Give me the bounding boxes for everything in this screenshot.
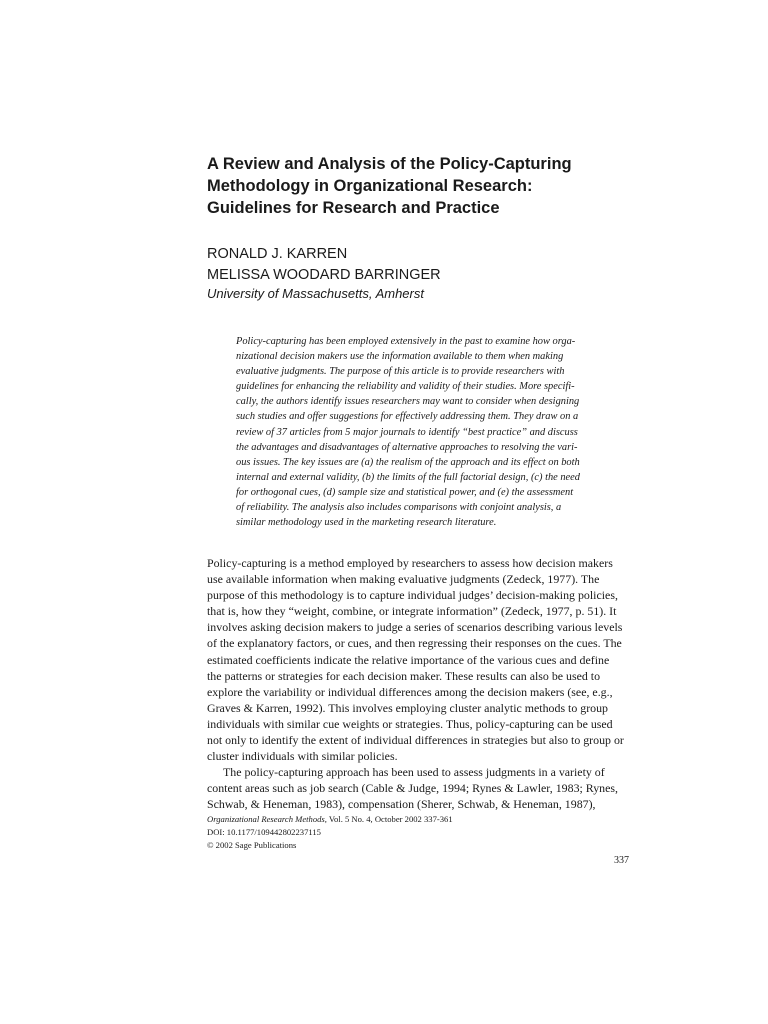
body-line: the patterns or strategies for each decision maker. These results can also be used to: [207, 668, 601, 683]
body-line: Policy-capturing is a method employed by researchers to assess how decision makers: [207, 556, 613, 570]
body-line: Schwab, & Heneman, 1983), compensation (Sherer, Schwab, & Heneman, 1987),: [207, 797, 596, 812]
body-line: individuals with similar cue weights or strategies. Thus, policy-capturing can be used: [207, 716, 613, 731]
article-title: [207, 153, 627, 219]
body-line: estimated coefficients indicate the relative importance of the various cues and define: [207, 652, 610, 667]
journal-name: Organizational Research Methods: [207, 814, 325, 824]
abstract-line: review of 37 articles from 5 major journals to identify “best practice” and discuss: [236, 426, 578, 438]
author-name: MELISSA WOODARD BARRINGER: [207, 267, 441, 283]
abstract-line: guidelines for enhancing the reliability and validity of their studies. More specifi-: [236, 381, 575, 393]
title-line: Methodology in Organizational Research:: [207, 177, 533, 195]
author-affiliation: University of Massachusetts, Amherst: [207, 286, 424, 301]
body-line: involves asking decision makers to judge a series of scenarios describing various levels: [207, 620, 623, 635]
abstract-line: cally, the authors identify issues researchers may want to consider when designing: [236, 396, 580, 408]
author-name: RONALD J. KARREN: [207, 246, 348, 262]
title-line: Guidelines for Research and Practice: [207, 199, 500, 217]
body-line: The policy-capturing approach has been used to assess judgments in a variety of: [223, 765, 605, 780]
body-line: content areas such as job search (Cable & Judge, 1994; Rynes & Lawler, 1983; Rynes,: [207, 781, 619, 796]
body-line: use available information when making evaluative judgments (Zedeck, 1977). The: [207, 572, 600, 587]
body-line: explore the variability or individual differences among the decision makers (see, e.g.,: [207, 684, 613, 699]
copyright-line: © 2002 Sage Publications: [207, 840, 297, 850]
body-line: Graves & Karren, 1992). This involves employing cluster analytic methods to group: [207, 700, 609, 715]
body-line: cluster individuals with similar policies.: [207, 749, 398, 764]
abstract-line: of reliability. The analysis also includes comparisons with conjoint analysis, a: [236, 502, 562, 514]
journal-citation: [207, 813, 453, 826]
body-line: not only to identify the extent of individual differences in strategies but also to group or: [207, 733, 624, 748]
body-line: purpose of this methodology is to capture individual judges’ decision-making policies,: [207, 588, 618, 603]
citation-details: , Vol. 5 No. 4, October 2002 337-361: [324, 814, 453, 824]
title-line: A Review and Analysis of the Policy-Capturing: [207, 155, 572, 173]
abstract-line: such studies and offer suggestions for effectively addressing them. They draw on a: [236, 411, 579, 423]
body-text: [207, 555, 629, 813]
abstract-line: the advantages and disadvantages of alternative approaches to resolving the vari-: [236, 441, 578, 453]
doi-line: DOI: 10.1177/109442802237115: [207, 827, 321, 837]
abstract-line: Policy-capturing has been employed extensively in the past to examine how orga-: [236, 336, 576, 347]
author-block: [207, 244, 441, 301]
publication-footer: [207, 813, 453, 852]
abstract-line: for orthogonal cues, (d) sample size and statistical power, and (e) the assessment: [236, 486, 574, 498]
abstract-line: similar methodology used in the marketing research literature.: [236, 517, 497, 529]
abstract-line: ous issues. The key issues are (a) the realism of the approach and its effect on both: [236, 456, 580, 468]
body-line: of the explanatory factors, or cues, and then regressing their responses on the cues. The: [207, 636, 622, 651]
page-number: 337: [614, 855, 629, 866]
abstract: [236, 334, 600, 530]
abstract-line: nizational decision makers use the information available to them when making: [236, 351, 564, 363]
abstract-line: internal and external validity, (b) the limits of the full factorial design, (c) the need: [236, 471, 580, 483]
body-line: that is, how they “weight, combine, or integrate information” (Zedeck, 1977, p. 51). It: [207, 604, 617, 619]
abstract-line: evaluative judgments. The purpose of this article is to provide researchers with: [236, 366, 565, 378]
